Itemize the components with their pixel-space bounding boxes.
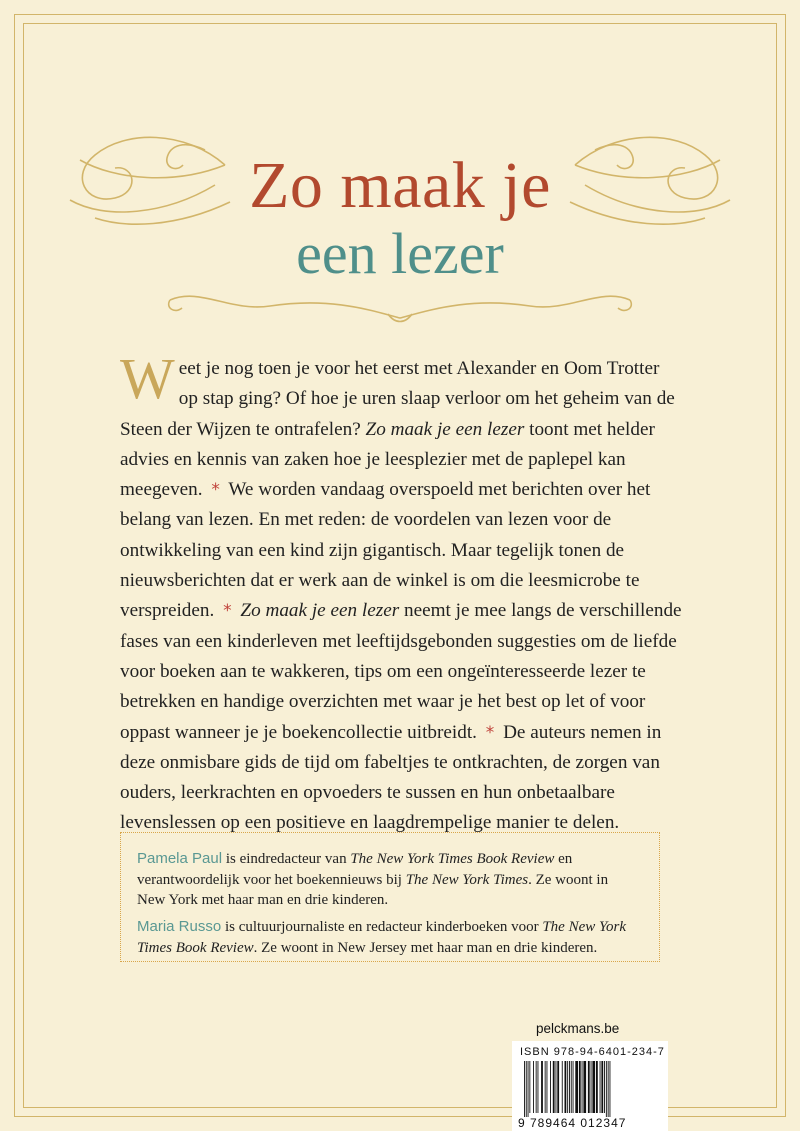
text-line: Steen der Wijzen te ontrafelen? Zo maak je een lezer toont met helder: [120, 418, 655, 440]
barcode-bar: [541, 1061, 543, 1113]
barcode-area: [512, 1041, 668, 1131]
text-line: fases van een kinderleven met leeftijdsgebonden suggesties om de liefde: [120, 630, 677, 652]
barcode-bar: [538, 1061, 539, 1113]
barcode-bar: [550, 1061, 551, 1113]
barcode-bar: [569, 1061, 570, 1113]
book-title-italic: Zo maak je een lezer: [240, 600, 400, 622]
author-name: Maria Russo: [137, 918, 222, 935]
publisher-url: pelckmans.be: [536, 1021, 620, 1036]
barcode-bar: [524, 1061, 525, 1117]
author-bio-box: [120, 832, 660, 962]
barcode-bar: [610, 1061, 611, 1117]
text-line: verspreiden. * Zo maak je een lezer neemt je mee langs de verschillende: [120, 600, 682, 622]
barcode-bar: [547, 1061, 548, 1113]
barcode-bar: [528, 1061, 529, 1117]
text-line: ontwikkeling van een kind zijn gigantisch. Maar tegelijk tonen de: [120, 539, 625, 561]
author-bio-paul: Pamela Paul is eindredacteur van The New York Times Book Review en verantwoordelijk voor het boekennieuws bij The New York Times. Ze woont in New York met haar man en drie kinderen.: [137, 850, 609, 908]
asterisk-icon: *: [211, 480, 220, 501]
text-line: nieuwsberichten dat er werk aan de winkel is om die leesmicrobe te: [120, 570, 640, 592]
text-line: deze onmisbare gids de tijd om fabeltjes te ontkrachten, de zorgen van: [120, 751, 660, 773]
barcode-digits: 9 789464 012347: [518, 1116, 627, 1130]
barcode-bar: [562, 1061, 563, 1113]
isbn-label: ISBN 978-94-6401-234-7: [520, 1046, 665, 1058]
text-line: voor boeken aan te wakkeren, tips om een ongeïnteresseerde lezer te: [120, 660, 646, 682]
barcode-bar: [533, 1061, 534, 1113]
barcode-bar: [573, 1061, 574, 1113]
text-line: advies en kennis van zaken hoe je leesplezier met de paplepel kan: [120, 448, 626, 470]
barcode-bar: [556, 1061, 557, 1113]
author-bio-russo: Maria Russo is cultuurjournaliste en redacteur kinderboeken voor The New York Times Book Review. Ze woont in New Jersey met haar man en drie kinderen.: [137, 918, 626, 956]
text-line: betrekken en handige overzichten met waar je het best op let of voor: [120, 691, 646, 713]
barcode-bar: [596, 1061, 598, 1113]
title-line-1: Zo maak je: [249, 149, 551, 222]
barcode-bar: [601, 1061, 603, 1113]
drop-cap: W: [120, 346, 175, 411]
text-line: belang van lezen. En met reden: de voordelen van lezen voor de: [120, 509, 612, 531]
barcode-bar: [583, 1061, 586, 1113]
author-name: Pamela Paul: [137, 850, 223, 867]
barcode-bar: [553, 1061, 555, 1113]
barcode-bar: [529, 1061, 530, 1113]
barcode-bar: [591, 1061, 592, 1113]
asterisk-icon: *: [485, 722, 495, 743]
barcode-bar: [575, 1061, 578, 1113]
text-line: ouders, leerkrachten en opvoeders te sussen en hun onbetaalbare: [120, 782, 615, 804]
barcode-bar: [582, 1061, 583, 1113]
text-line: oppast wanneer je je boekencollectie uitbreidt. * De auteurs nemen in: [120, 721, 662, 743]
barcode-bar: [606, 1061, 607, 1117]
barcode-bar: [579, 1061, 581, 1113]
barcode-bar: [557, 1061, 559, 1113]
book-title-italic: Zo maak je een lezer: [365, 418, 525, 440]
barcode-bar: [545, 1061, 546, 1113]
barcode: [516, 1061, 664, 1117]
blurb-text: [120, 346, 682, 839]
text-line: meegeven. * We worden vandaag overspoeld met berichten over het: [120, 479, 651, 501]
barcode-bar: [592, 1061, 595, 1113]
text-line: levenslessen op een positieve en laagdrempelige manier te delen.: [120, 812, 620, 834]
barcode-bar: [536, 1061, 537, 1113]
barcode-bar: [608, 1061, 609, 1117]
text-line: op stap ging? Of hoe je uren slaap verloor om het geheim van de: [178, 388, 675, 410]
text-line: eet je nog toen je voor het eerst met Alexander en Oom Trotter: [178, 358, 660, 379]
flourish-ornament-bottom: [160, 282, 640, 332]
barcode-bar: [526, 1061, 527, 1117]
title-line-2: een lezer: [296, 221, 504, 286]
barcode-bar: [565, 1061, 567, 1113]
barcode-bar: [567, 1061, 568, 1113]
barcode-bar: [571, 1061, 572, 1113]
barcode-bar: [588, 1061, 590, 1113]
barcode-bar: [604, 1061, 605, 1113]
barcode-bar: [600, 1061, 601, 1113]
asterisk-icon: *: [223, 601, 232, 622]
